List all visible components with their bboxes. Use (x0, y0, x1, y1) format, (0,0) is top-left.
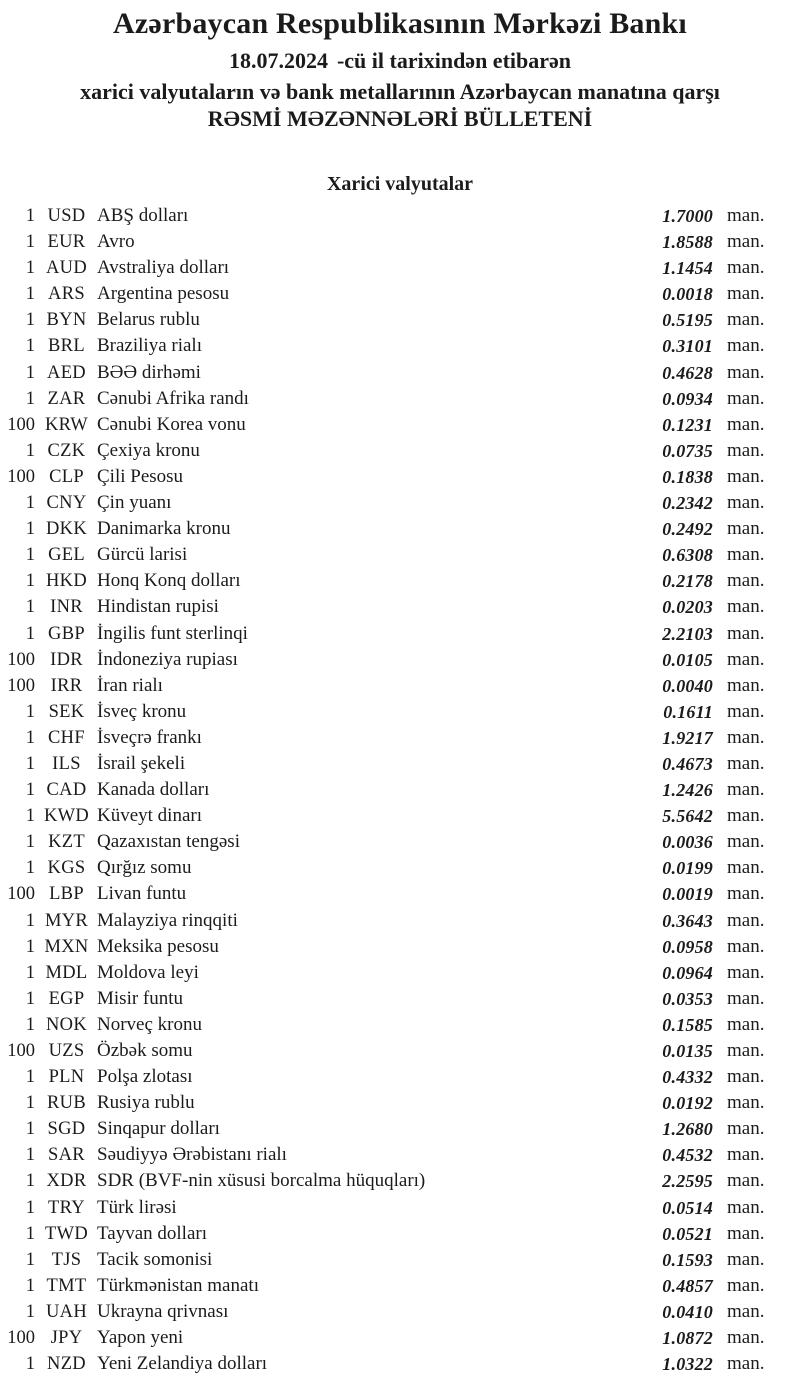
rate-row (0, 1247, 800, 1273)
rate-row (0, 1116, 800, 1142)
currency-name-cell: Küveyt dinarı (97, 805, 203, 827)
rate-row (0, 1299, 800, 1325)
rate-value-cell: 0.0040 (662, 675, 713, 696)
unit-cell: man. (727, 1353, 765, 1375)
rate-row (0, 673, 800, 699)
rate-row (0, 1195, 800, 1221)
rate-row (0, 490, 800, 516)
rate-value-cell: 5.5642 (662, 806, 713, 827)
currency-code-cell: JPY (50, 1328, 83, 1349)
rate-value-cell: 0.1593 (662, 1249, 713, 1270)
rate-value-cell: 0.1838 (662, 466, 713, 487)
quantity-cell: 1 (25, 597, 35, 618)
currency-code-cell: CHF (48, 727, 85, 748)
currency-name-cell: Özbək somu (97, 1040, 193, 1061)
currency-name-cell: Moldova leyi (97, 961, 199, 983)
rate-row (0, 1221, 800, 1247)
rate-value-cell: 0.4857 (662, 1275, 713, 1296)
bulletin-title: RƏSMİ MƏZƏNNƏLƏRİ BÜLLETENİ (207, 106, 593, 131)
unit-cell: man. (727, 283, 765, 305)
quantity-cell: 100 (7, 884, 35, 905)
date-line (0, 48, 800, 73)
rate-value-cell: 0.0135 (662, 1041, 713, 1061)
rate-row (0, 438, 800, 464)
unit-cell: man. (727, 1300, 765, 1322)
currency-code-cell: MXN (44, 936, 89, 957)
unit-cell: man. (727, 805, 765, 827)
currency-name-cell: Türk lirəsi (97, 1196, 177, 1218)
currency-name-cell: Polşa zlotası (97, 1066, 193, 1088)
rate-value-cell: 1.2426 (662, 780, 713, 801)
quantity-cell: 1 (25, 701, 35, 722)
currency-code-cell: XDR (46, 1171, 87, 1192)
currency-name-cell: Danimarka kronu (97, 518, 231, 540)
rate-row (0, 1325, 800, 1351)
rate-value-cell: 0.1611 (663, 701, 713, 722)
currency-code-cell: TMT (46, 1275, 87, 1296)
quantity-cell: 1 (25, 232, 35, 253)
rate-row (0, 307, 800, 333)
unit-cell: man. (727, 387, 765, 409)
quantity-cell: 1 (25, 1067, 35, 1088)
unit-cell: man. (727, 205, 765, 226)
unit-cell: man. (727, 1118, 765, 1140)
rate-row (0, 777, 800, 803)
unit-cell: man. (727, 1327, 765, 1349)
unit-cell: man. (727, 1066, 765, 1088)
unit-cell: man. (727, 909, 765, 931)
rate-row (0, 647, 800, 673)
currency-name-cell: Cənubi Korea vonu (97, 413, 246, 435)
currency-name-cell: İsrail şekeli (97, 752, 186, 774)
unit-cell: man. (727, 1170, 765, 1192)
quantity-cell: 1 (25, 910, 35, 931)
rate-value-cell: 0.0934 (662, 388, 713, 409)
currency-code-cell: TWD (44, 1223, 89, 1244)
date-suffix: -cü il tarixindən etibarən (336, 48, 572, 73)
currency-name-cell: Qazaxıstan tengəsi (97, 831, 240, 853)
currency-code-cell: UZS (48, 1041, 85, 1061)
rate-value-cell: 0.0192 (662, 1093, 713, 1114)
currency-name-cell: ABŞ dolları (97, 205, 189, 226)
rate-row (0, 960, 800, 986)
unit-cell: man. (727, 648, 765, 670)
quantity-cell: 1 (25, 780, 35, 801)
quantity-cell: 100 (7, 675, 35, 696)
currency-code-cell: PLN (48, 1067, 85, 1088)
currency-code-cell: TRY (48, 1197, 85, 1218)
quantity-cell: 1 (25, 1275, 35, 1296)
currency-code-cell: IRR (50, 675, 83, 696)
currency-name-cell: Norveç kronu (97, 1013, 202, 1035)
currency-name-cell: Livan funtu (97, 883, 187, 905)
quantity-cell: 100 (7, 466, 35, 487)
rate-value-cell: 0.0203 (662, 597, 713, 618)
unit-cell: man. (727, 1196, 765, 1218)
unit-cell: man. (727, 1248, 765, 1270)
unit-cell: man. (727, 231, 765, 253)
rate-value-cell: 0.0410 (662, 1301, 713, 1322)
rate-value-cell: 1.9217 (662, 727, 713, 748)
effective-date: 18.07.2024 (228, 48, 328, 73)
rate-row (0, 281, 800, 307)
unit-cell: man. (727, 1092, 765, 1114)
unit-cell: man. (727, 518, 765, 540)
unit-cell: man. (727, 752, 765, 774)
currency-name-cell: Malayziya rinqqiti (97, 909, 238, 931)
rate-row (0, 908, 800, 934)
unit-cell: man. (727, 883, 765, 905)
rate-value-cell: 0.0018 (662, 284, 713, 305)
quantity-cell: 1 (25, 832, 35, 853)
rate-value-cell: 2.2595 (662, 1171, 713, 1192)
currency-code-cell: ILS (52, 753, 81, 774)
rate-value-cell: 0.0019 (662, 884, 713, 905)
quantity-cell: 1 (25, 284, 35, 305)
rate-row (0, 881, 800, 907)
quantity-cell: 1 (25, 545, 35, 566)
currency-code-cell: EGP (48, 988, 85, 1009)
rate-row (0, 803, 800, 829)
rate-value-cell: 0.5195 (662, 310, 713, 331)
quantity-cell: 1 (25, 206, 35, 226)
quantity-cell: 1 (25, 1014, 35, 1035)
currency-code-cell: MDL (45, 962, 88, 983)
quantity-cell: 100 (7, 649, 35, 670)
currency-name-cell: Səudiyyə Ərəbistanı rialı (97, 1144, 287, 1166)
rate-row (0, 829, 800, 855)
currency-code-cell: CAD (46, 780, 87, 801)
currency-name-cell: SDR (BVF-nin xüsusi borcalma hüquqları) (97, 1170, 426, 1192)
unit-cell: man. (727, 700, 765, 722)
rate-row (0, 1351, 800, 1377)
quantity-cell: 1 (25, 1223, 35, 1244)
currency-name-cell: Braziliya rialı (97, 335, 202, 357)
currency-name-cell: Yapon yeni (97, 1327, 184, 1349)
rate-value-cell: 1.0872 (662, 1328, 713, 1349)
currency-name-cell: Çexiya kronu (97, 439, 200, 461)
bulletin-page (0, 7, 800, 1384)
rate-row (0, 568, 800, 594)
currency-name-cell: Rusiya rublu (97, 1092, 195, 1114)
rate-row (0, 986, 800, 1012)
rate-row (0, 412, 800, 438)
quantity-cell: 1 (25, 858, 35, 879)
currency-code-cell: AED (47, 362, 86, 383)
quantity-cell: 1 (25, 258, 35, 279)
quantity-cell: 1 (25, 988, 35, 1009)
quantity-cell: 1 (25, 936, 35, 957)
rate-row (0, 542, 800, 568)
rate-row (0, 621, 800, 647)
rate-row (0, 516, 800, 542)
currency-name-cell: Misir funtu (97, 987, 184, 1009)
currency-name-cell: Belarus rublu (97, 309, 200, 331)
rate-row (0, 333, 800, 359)
exchange-rates-table (0, 203, 800, 1377)
unit-cell: man. (727, 831, 765, 853)
rate-row (0, 855, 800, 881)
quantity-cell: 1 (25, 440, 35, 461)
currency-name-cell: Sinqapur dolları (97, 1118, 220, 1140)
currency-code-cell: NZD (47, 1354, 86, 1375)
rate-row (0, 464, 800, 490)
rate-row (0, 386, 800, 412)
rate-value-cell: 0.4628 (662, 362, 713, 383)
currency-code-cell: BYN (46, 310, 87, 331)
currency-name-cell: Tacik somonisi (97, 1248, 213, 1270)
rate-value-cell: 1.8588 (662, 232, 713, 253)
currency-code-cell: ARS (48, 284, 85, 305)
rate-row (0, 1064, 800, 1090)
currency-code-cell: CLP (49, 466, 84, 487)
currency-name-cell: Gürcü larisi (97, 544, 188, 566)
unit-cell: man. (727, 413, 765, 435)
unit-cell: man. (727, 309, 765, 331)
rate-value-cell: 0.0735 (662, 440, 713, 461)
currency-name-cell: Avstraliya dolları (97, 257, 230, 279)
currency-code-cell: TJS (51, 1249, 82, 1270)
currency-name-cell: Argentina pesosu (97, 283, 230, 305)
currency-name-cell: İran rialı (97, 674, 163, 696)
quantity-cell: 1 (25, 1145, 35, 1166)
section-title-foreign-currencies: Xarici valyutalar (326, 173, 474, 195)
rate-value-cell: 0.0521 (662, 1223, 713, 1244)
quantity-cell: 1 (25, 806, 35, 827)
currency-name-cell: Türkmənistan manatı (97, 1274, 259, 1296)
quantity-cell: 1 (25, 310, 35, 331)
rate-row (0, 1090, 800, 1116)
currency-code-cell: GBP (48, 623, 85, 644)
rate-value-cell: 1.7000 (662, 206, 713, 226)
rate-value-cell: 1.2680 (662, 1119, 713, 1140)
rate-value-cell: 0.4332 (662, 1067, 713, 1088)
unit-cell: man. (727, 335, 765, 357)
quantity-cell: 1 (25, 1171, 35, 1192)
currency-name-cell: Avro (97, 231, 135, 253)
currency-name-cell: Ukrayna qrivnası (97, 1300, 229, 1322)
currency-name-cell: Çili Pesosu (97, 465, 184, 487)
unit-cell: man. (727, 987, 765, 1009)
quantity-cell: 1 (25, 1119, 35, 1140)
rate-row (0, 255, 800, 281)
rate-value-cell: 0.3643 (662, 910, 713, 931)
unit-cell: man. (727, 1013, 765, 1035)
rate-value-cell: 0.2178 (662, 571, 713, 592)
unit-cell: man. (727, 935, 765, 957)
currency-code-cell: CNY (46, 493, 87, 514)
currency-code-cell: USD (47, 206, 86, 226)
rate-row (0, 229, 800, 255)
quantity-cell: 1 (25, 1301, 35, 1322)
quantity-cell: 100 (7, 414, 35, 435)
bank-title: Azərbaycan Respublikasının Mərkəzi Bankı (113, 7, 687, 40)
rate-value-cell: 0.4673 (662, 753, 713, 774)
rate-value-cell: 0.0199 (662, 858, 713, 879)
unit-cell: man. (727, 257, 765, 279)
rate-value-cell: 0.6308 (662, 545, 713, 566)
quantity-cell: 1 (25, 1354, 35, 1375)
currency-code-cell: EUR (47, 232, 86, 253)
rate-value-cell: 0.2342 (662, 493, 713, 514)
currency-name-cell: İsveç kronu (97, 700, 187, 722)
currency-code-cell: HKD (46, 571, 87, 592)
quantity-cell: 1 (25, 623, 35, 644)
rate-value-cell: 0.4532 (662, 1145, 713, 1166)
unit-cell: man. (727, 857, 765, 879)
currency-code-cell: SEK (48, 701, 85, 722)
rate-value-cell: 0.0514 (662, 1197, 713, 1218)
rate-row (0, 1142, 800, 1168)
unit-cell: man. (727, 361, 765, 383)
quantity-cell: 1 (25, 727, 35, 748)
rate-row (0, 360, 800, 386)
currency-name-cell: Tayvan dolları (97, 1222, 207, 1244)
currency-code-cell: MYR (44, 910, 89, 931)
unit-cell: man. (727, 622, 765, 644)
rate-value-cell: 1.0322 (662, 1354, 713, 1375)
unit-cell: man. (727, 596, 765, 618)
unit-cell: man. (727, 674, 765, 696)
unit-cell: man. (727, 492, 765, 514)
quantity-cell: 1 (25, 1197, 35, 1218)
rate-row (0, 203, 800, 229)
unit-cell: man. (727, 1144, 765, 1166)
currency-code-cell: IDR (50, 649, 83, 670)
currency-name-cell: Meksika pesosu (97, 935, 219, 957)
currency-name-cell: Cənubi Afrika randı (97, 387, 249, 409)
quantity-cell: 1 (25, 1093, 35, 1114)
currency-code-cell: UAH (46, 1301, 87, 1322)
currency-name-cell: Çin yuanı (97, 492, 172, 514)
currency-name-cell: BƏƏ dirhəmi (97, 361, 201, 383)
currency-name-cell: İndoneziya rupiası (97, 648, 238, 670)
unit-cell: man. (727, 439, 765, 461)
currency-code-cell: BRL (48, 336, 85, 357)
rate-value-cell: 2.2103 (662, 623, 713, 644)
rate-row (0, 594, 800, 620)
rate-row (0, 1038, 800, 1064)
currency-code-cell: ZAR (47, 388, 86, 409)
currency-code-cell: INR (50, 597, 83, 618)
unit-cell: man. (727, 544, 765, 566)
rate-value-cell: 0.0958 (662, 936, 713, 957)
quantity-cell: 1 (25, 1249, 35, 1270)
currency-name-cell: İsveçrə frankı (97, 726, 202, 748)
currency-name-cell: Honq Konq dolları (97, 570, 241, 592)
quantity-cell: 100 (7, 1041, 35, 1061)
quantity-cell: 1 (25, 388, 35, 409)
currency-code-cell: KZT (48, 832, 85, 853)
rate-row (0, 751, 800, 777)
currency-code-cell: KRW (44, 414, 89, 435)
currency-code-cell: LBP (49, 884, 84, 905)
rate-value-cell: 0.0036 (662, 832, 713, 853)
rate-value-cell: 0.0105 (662, 649, 713, 670)
rate-row (0, 934, 800, 960)
rate-row (0, 1168, 800, 1194)
currency-code-cell: NOK (46, 1014, 87, 1035)
quantity-cell: 1 (25, 519, 35, 540)
currency-code-cell: SAR (48, 1145, 85, 1166)
quantity-cell: 100 (7, 1328, 35, 1349)
quantity-cell: 1 (25, 336, 35, 357)
currency-code-cell: DKK (46, 519, 87, 540)
document-header (0, 7, 800, 132)
rate-value-cell: 0.3101 (662, 336, 713, 357)
rate-row (0, 1012, 800, 1038)
currency-name-cell: Hindistan rupisi (97, 596, 219, 618)
currency-code-cell: GEL (48, 545, 85, 566)
currency-name-cell: Kanada dolları (97, 779, 210, 801)
rate-row (0, 725, 800, 751)
unit-cell: man. (727, 1040, 765, 1061)
currency-name-cell: Qırğız somu (97, 857, 192, 879)
unit-cell: man. (727, 570, 765, 592)
unit-cell: man. (727, 465, 765, 487)
currency-code-cell: KWD (43, 806, 90, 827)
quantity-cell: 1 (25, 753, 35, 774)
rate-value-cell: 1.1454 (662, 258, 713, 279)
quantity-cell: 1 (25, 571, 35, 592)
unit-cell: man. (727, 961, 765, 983)
currency-code-cell: SGD (47, 1119, 86, 1140)
rate-value-cell: 0.0353 (662, 988, 713, 1009)
quantity-cell: 1 (25, 962, 35, 983)
rate-row (0, 1273, 800, 1299)
quantity-cell: 1 (25, 362, 35, 383)
currency-code-cell: RUB (47, 1093, 86, 1114)
rate-value-cell: 0.2492 (662, 519, 713, 540)
currency-code-cell: AUD (46, 258, 87, 279)
unit-cell: man. (727, 1274, 765, 1296)
rate-row (0, 699, 800, 725)
bulletin-subtitle: xarici valyutaların və bank metallarının Azərbaycan manatına qarşı (80, 79, 720, 104)
currency-code-cell: KGS (47, 858, 86, 879)
currency-code-cell: CZK (47, 440, 86, 461)
rate-value-cell: 0.1585 (662, 1014, 713, 1035)
quantity-cell: 1 (25, 493, 35, 514)
currency-name-cell: İngilis funt sterlinqi (97, 622, 248, 644)
unit-cell: man. (727, 779, 765, 801)
currency-name-cell: Yeni Zelandiya dolları (97, 1353, 268, 1375)
rate-value-cell: 0.0964 (662, 962, 713, 983)
unit-cell: man. (727, 726, 765, 748)
rate-value-cell: 0.1231 (662, 414, 713, 435)
unit-cell: man. (727, 1222, 765, 1244)
